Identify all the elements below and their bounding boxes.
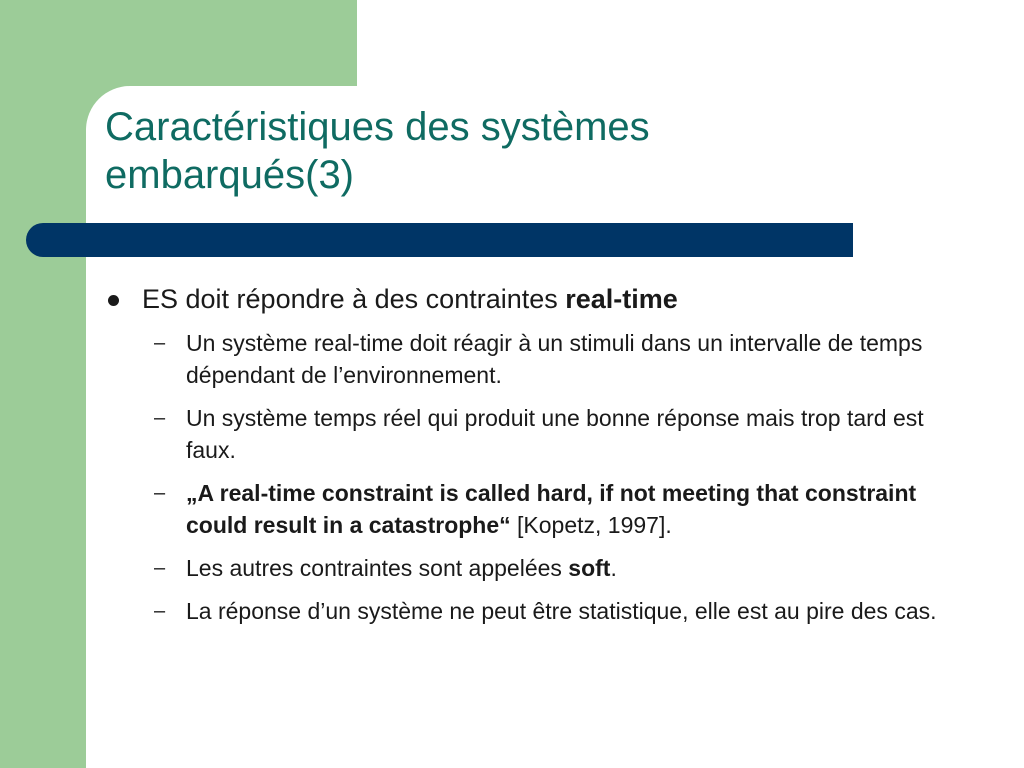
- sub-bullet-text: [186, 477, 961, 541]
- sub-bullet-text: Un système temps réel qui produit une bonne réponse mais trop tard est faux.: [186, 405, 924, 463]
- sub-bullet-text: La réponse d’un système ne peut être statistique, elle est au pire des cas.: [186, 598, 937, 624]
- dash-bullet-icon: –: [154, 332, 166, 354]
- quote-text: „A real-time constraint is called hard, if not meeting that constraint could result in a catastrophe“: [186, 480, 917, 538]
- dash-bullet-icon: –: [154, 482, 166, 504]
- bullet-item: [0, 278, 1024, 318]
- citation-text: [Kopetz, 1997].: [510, 512, 672, 538]
- sub-bullet-text: Un système real-time doit réagir à un stimuli dans un intervalle de temps dépendant de l’environnement.: [186, 330, 923, 388]
- sub-bullet-text: [186, 552, 961, 584]
- dash-bullet-icon: –: [154, 600, 166, 622]
- bullet-text-plain: ES doit répondre à des contraintes: [142, 284, 566, 314]
- bullet-text: [142, 281, 678, 317]
- sub-bullet-text-emphasis: soft: [568, 555, 611, 581]
- dash-bullet-icon: –: [154, 557, 166, 579]
- sub-bullet-text-suffix: .: [610, 555, 617, 581]
- sub-bullet-text-plain: Les autres contraintes sont appelées: [186, 555, 569, 581]
- slide-title: Caractéristiques des systèmes embarqués(3): [105, 105, 650, 197]
- bullet-dot-icon: [108, 295, 119, 306]
- bullet-text-emphasis: real-time: [565, 284, 678, 314]
- title-underline-bar: [26, 223, 853, 257]
- dash-bullet-icon: –: [154, 407, 166, 429]
